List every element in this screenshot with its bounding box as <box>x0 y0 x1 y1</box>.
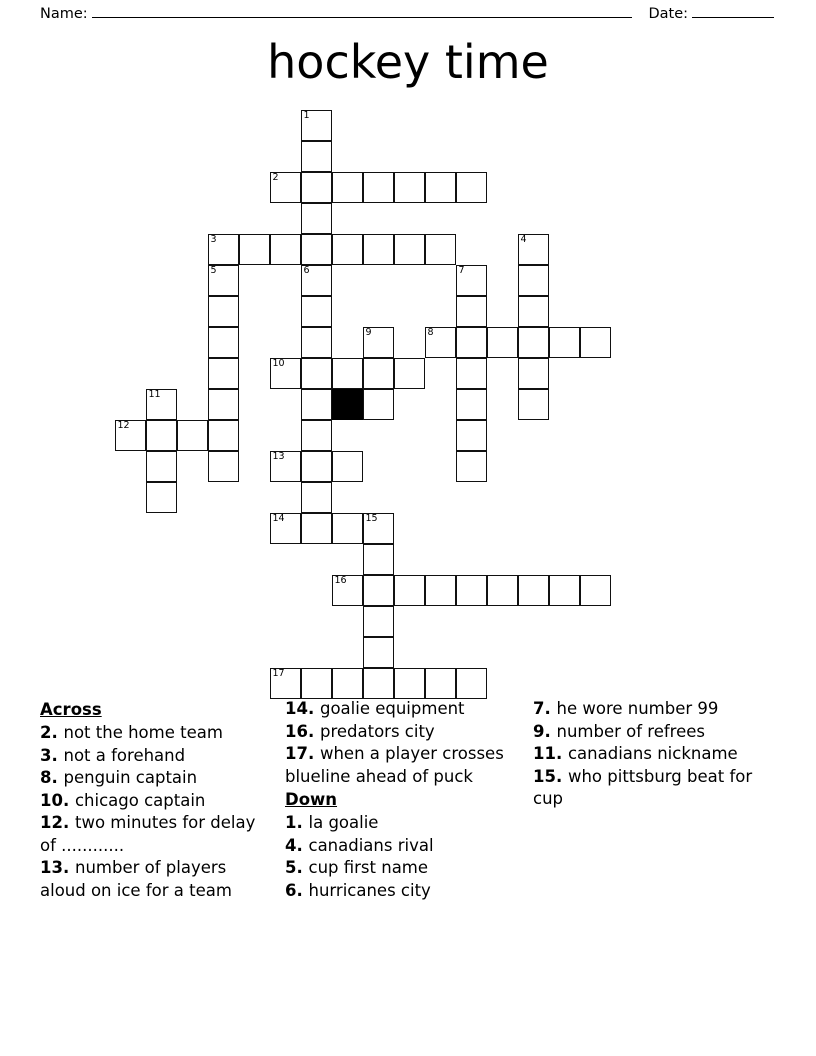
clue-text: la goalie <box>308 813 379 832</box>
grid-cell[interactable] <box>456 389 487 420</box>
grid-cell[interactable] <box>363 172 394 203</box>
clue-down-7 <box>533 698 764 721</box>
clue-number: 12. <box>40 813 75 832</box>
grid-cell[interactable] <box>363 575 394 606</box>
grid-cell-number: 17 <box>272 668 285 679</box>
grid-cell[interactable] <box>270 668 301 699</box>
clue-down-6 <box>285 880 521 903</box>
clue-text: number of players aloud on ice for a team <box>40 858 232 900</box>
clue-down-4 <box>285 835 521 858</box>
grid-cell[interactable] <box>301 358 332 389</box>
grid-cell-number: 15 <box>365 513 378 524</box>
clue-number: 15. <box>533 766 568 786</box>
clue-text: two minutes for delay of ............ <box>40 813 256 855</box>
clue-number: 2. <box>40 723 64 742</box>
grid-cell-number: 16 <box>334 575 347 586</box>
grid-cell[interactable] <box>394 575 425 606</box>
grid-cell-number: 5 <box>210 265 217 276</box>
clue-across-3 <box>40 745 273 768</box>
grid-cell-number: 14 <box>272 513 285 524</box>
clue-column-2 <box>285 698 533 902</box>
grid-cell[interactable] <box>456 575 487 606</box>
grid-cell-number: 1 <box>303 110 310 121</box>
clue-number: 17. <box>285 744 320 763</box>
clue-number: 9. <box>533 721 557 741</box>
clue-number: 1. <box>285 813 309 832</box>
grid-cell[interactable] <box>239 234 270 265</box>
grid-cell[interactable] <box>301 327 332 358</box>
clue-across-17 <box>285 743 521 788</box>
clue-text: not the home team <box>63 723 223 742</box>
grid-cell[interactable] <box>146 451 177 482</box>
grid-cell-number: 4 <box>520 234 527 245</box>
grid-cell[interactable] <box>301 420 332 451</box>
grid-cell[interactable] <box>177 420 208 451</box>
grid-cell[interactable] <box>394 234 425 265</box>
grid-cell[interactable] <box>394 172 425 203</box>
grid-cell[interactable] <box>425 668 456 699</box>
name-label: Name: <box>40 6 88 22</box>
grid-cell[interactable] <box>332 234 363 265</box>
grid-cell[interactable] <box>363 668 394 699</box>
grid-cell[interactable] <box>332 172 363 203</box>
clue-number: 13. <box>40 858 75 877</box>
grid-cell[interactable] <box>456 265 487 296</box>
clue-number: 5. <box>285 858 309 877</box>
grid-cell[interactable] <box>146 420 177 451</box>
grid-cell[interactable] <box>301 141 332 172</box>
clue-text: predators city <box>319 721 435 741</box>
clue-text: penguin captain <box>63 768 198 787</box>
grid-cell-number: 6 <box>303 265 310 276</box>
grid-cell[interactable] <box>394 358 425 389</box>
grid-cell[interactable] <box>270 172 301 203</box>
grid-cell[interactable] <box>332 513 363 544</box>
grid-cell[interactable] <box>363 513 394 544</box>
grid-cell[interactable] <box>301 389 332 420</box>
across-heading: Across <box>40 700 102 719</box>
clue-number: 8. <box>40 768 64 787</box>
clue-down-9 <box>533 721 764 744</box>
clue-text: chicago captain <box>74 790 206 810</box>
clue-text: number of refrees <box>556 721 705 741</box>
clue-across-2 <box>40 722 273 745</box>
grid-cell[interactable] <box>332 451 363 482</box>
clue-number: 14. <box>285 699 320 718</box>
grid-cell-number: 8 <box>427 327 434 338</box>
grid-cell[interactable] <box>363 606 394 637</box>
grid-cell[interactable] <box>456 420 487 451</box>
grid-cell[interactable] <box>518 389 549 420</box>
grid-cell[interactable] <box>425 234 456 265</box>
grid-cell[interactable] <box>363 327 394 358</box>
grid-cell[interactable] <box>580 327 611 358</box>
clue-text: cup first name <box>308 858 429 877</box>
clue-across-8 <box>40 767 273 790</box>
clue-number: 16. <box>285 721 320 741</box>
grid-cell[interactable] <box>301 482 332 513</box>
clue-text: goalie equipment <box>319 699 465 718</box>
clue-number: 4. <box>285 835 309 855</box>
grid-cell-number: 13 <box>272 451 285 462</box>
clue-across-16 <box>285 721 521 744</box>
grid-cell[interactable] <box>301 451 332 482</box>
clues-area <box>40 698 776 988</box>
grid-cell[interactable] <box>518 327 549 358</box>
grid-cell[interactable] <box>332 575 363 606</box>
grid-cell[interactable] <box>332 668 363 699</box>
grid-cell[interactable] <box>301 668 332 699</box>
grid-cell[interactable] <box>208 327 239 358</box>
grid-cell[interactable] <box>363 234 394 265</box>
grid-cell-number: 3 <box>210 234 217 245</box>
clue-down-1 <box>285 812 521 835</box>
grid-cell[interactable] <box>518 265 549 296</box>
clue-number: 6. <box>285 880 309 900</box>
grid-cell[interactable] <box>301 265 332 296</box>
grid-cell[interactable] <box>301 172 332 203</box>
grid-cell[interactable] <box>270 451 301 482</box>
grid-cell[interactable] <box>394 668 425 699</box>
clue-across-13 <box>40 857 273 902</box>
clue-text: when a player crosses blueline ahead of puck <box>285 744 504 786</box>
clue-text: hurricanes city <box>308 880 431 900</box>
clue-across-12 <box>40 812 273 857</box>
grid-cell[interactable] <box>363 389 394 420</box>
clue-text: canadians rival <box>308 835 434 855</box>
grid-cell[interactable] <box>270 234 301 265</box>
clue-number: 7. <box>533 699 557 718</box>
grid-cell[interactable] <box>146 482 177 513</box>
grid-cell-number: 10 <box>272 358 285 369</box>
grid-cell[interactable] <box>518 296 549 327</box>
down-heading: Down <box>285 790 338 809</box>
grid-cell-number: 7 <box>458 265 465 276</box>
grid-cell[interactable] <box>518 358 549 389</box>
page-title: hockey time <box>267 35 549 89</box>
clue-number: 3. <box>40 745 64 765</box>
clue-text: who pittsburg beat for cup <box>533 766 753 808</box>
clue-column-3 <box>533 698 776 811</box>
grid-cell[interactable] <box>549 327 580 358</box>
clue-number: 11. <box>533 744 568 763</box>
grid-cell[interactable] <box>456 451 487 482</box>
clue-number: 10. <box>40 790 75 810</box>
grid-cell[interactable] <box>363 637 394 668</box>
grid-cell[interactable] <box>487 327 518 358</box>
grid-cell[interactable] <box>580 575 611 606</box>
grid-cell[interactable] <box>301 203 332 234</box>
grid-cell[interactable] <box>425 327 456 358</box>
grid-cell-number: 9 <box>365 327 372 338</box>
clue-down-15 <box>533 766 764 811</box>
grid-cell[interactable] <box>456 358 487 389</box>
clue-column-1 <box>40 698 285 902</box>
clue-down-5 <box>285 857 521 880</box>
grid-cell[interactable] <box>208 358 239 389</box>
grid-cell[interactable] <box>363 544 394 575</box>
grid-cell[interactable] <box>208 234 239 265</box>
grid-cell[interactable] <box>456 668 487 699</box>
grid-cell[interactable] <box>208 389 239 420</box>
clue-across-10 <box>40 790 273 813</box>
grid-cell[interactable] <box>146 389 177 420</box>
date-label: Date: <box>648 6 688 22</box>
grid-cell[interactable] <box>518 575 549 606</box>
grid-cell[interactable] <box>518 234 549 265</box>
grid-cell[interactable] <box>425 575 456 606</box>
grid-cell[interactable] <box>456 327 487 358</box>
grid-cell[interactable] <box>487 575 518 606</box>
grid-cell-number: 11 <box>148 389 161 400</box>
clue-text: not a forehand <box>63 745 186 765</box>
grid-cell[interactable] <box>301 296 332 327</box>
grid-cell[interactable] <box>208 451 239 482</box>
grid-cell[interactable] <box>456 172 487 203</box>
grid-cell[interactable] <box>332 358 363 389</box>
grid-cell[interactable] <box>425 172 456 203</box>
grid-cell[interactable] <box>208 420 239 451</box>
grid-cell[interactable] <box>301 513 332 544</box>
grid-cell[interactable] <box>208 265 239 296</box>
grid-cell-number: 2 <box>272 172 279 183</box>
clue-down-11 <box>533 743 764 766</box>
grid-cell[interactable] <box>301 110 332 141</box>
grid-cell[interactable] <box>363 358 394 389</box>
grid-cell[interactable] <box>456 296 487 327</box>
grid-cell-blocked <box>332 389 363 420</box>
grid-cell-number: 12 <box>117 420 130 431</box>
grid-cell[interactable] <box>301 234 332 265</box>
clue-across-14 <box>285 698 521 721</box>
grid-cell[interactable] <box>208 296 239 327</box>
grid-cell[interactable] <box>549 575 580 606</box>
clue-text: he wore number 99 <box>556 699 719 718</box>
clue-text: canadians nickname <box>567 744 738 763</box>
grid-cell[interactable] <box>270 513 301 544</box>
grid-cell[interactable] <box>270 358 301 389</box>
grid-cell[interactable] <box>115 420 146 451</box>
